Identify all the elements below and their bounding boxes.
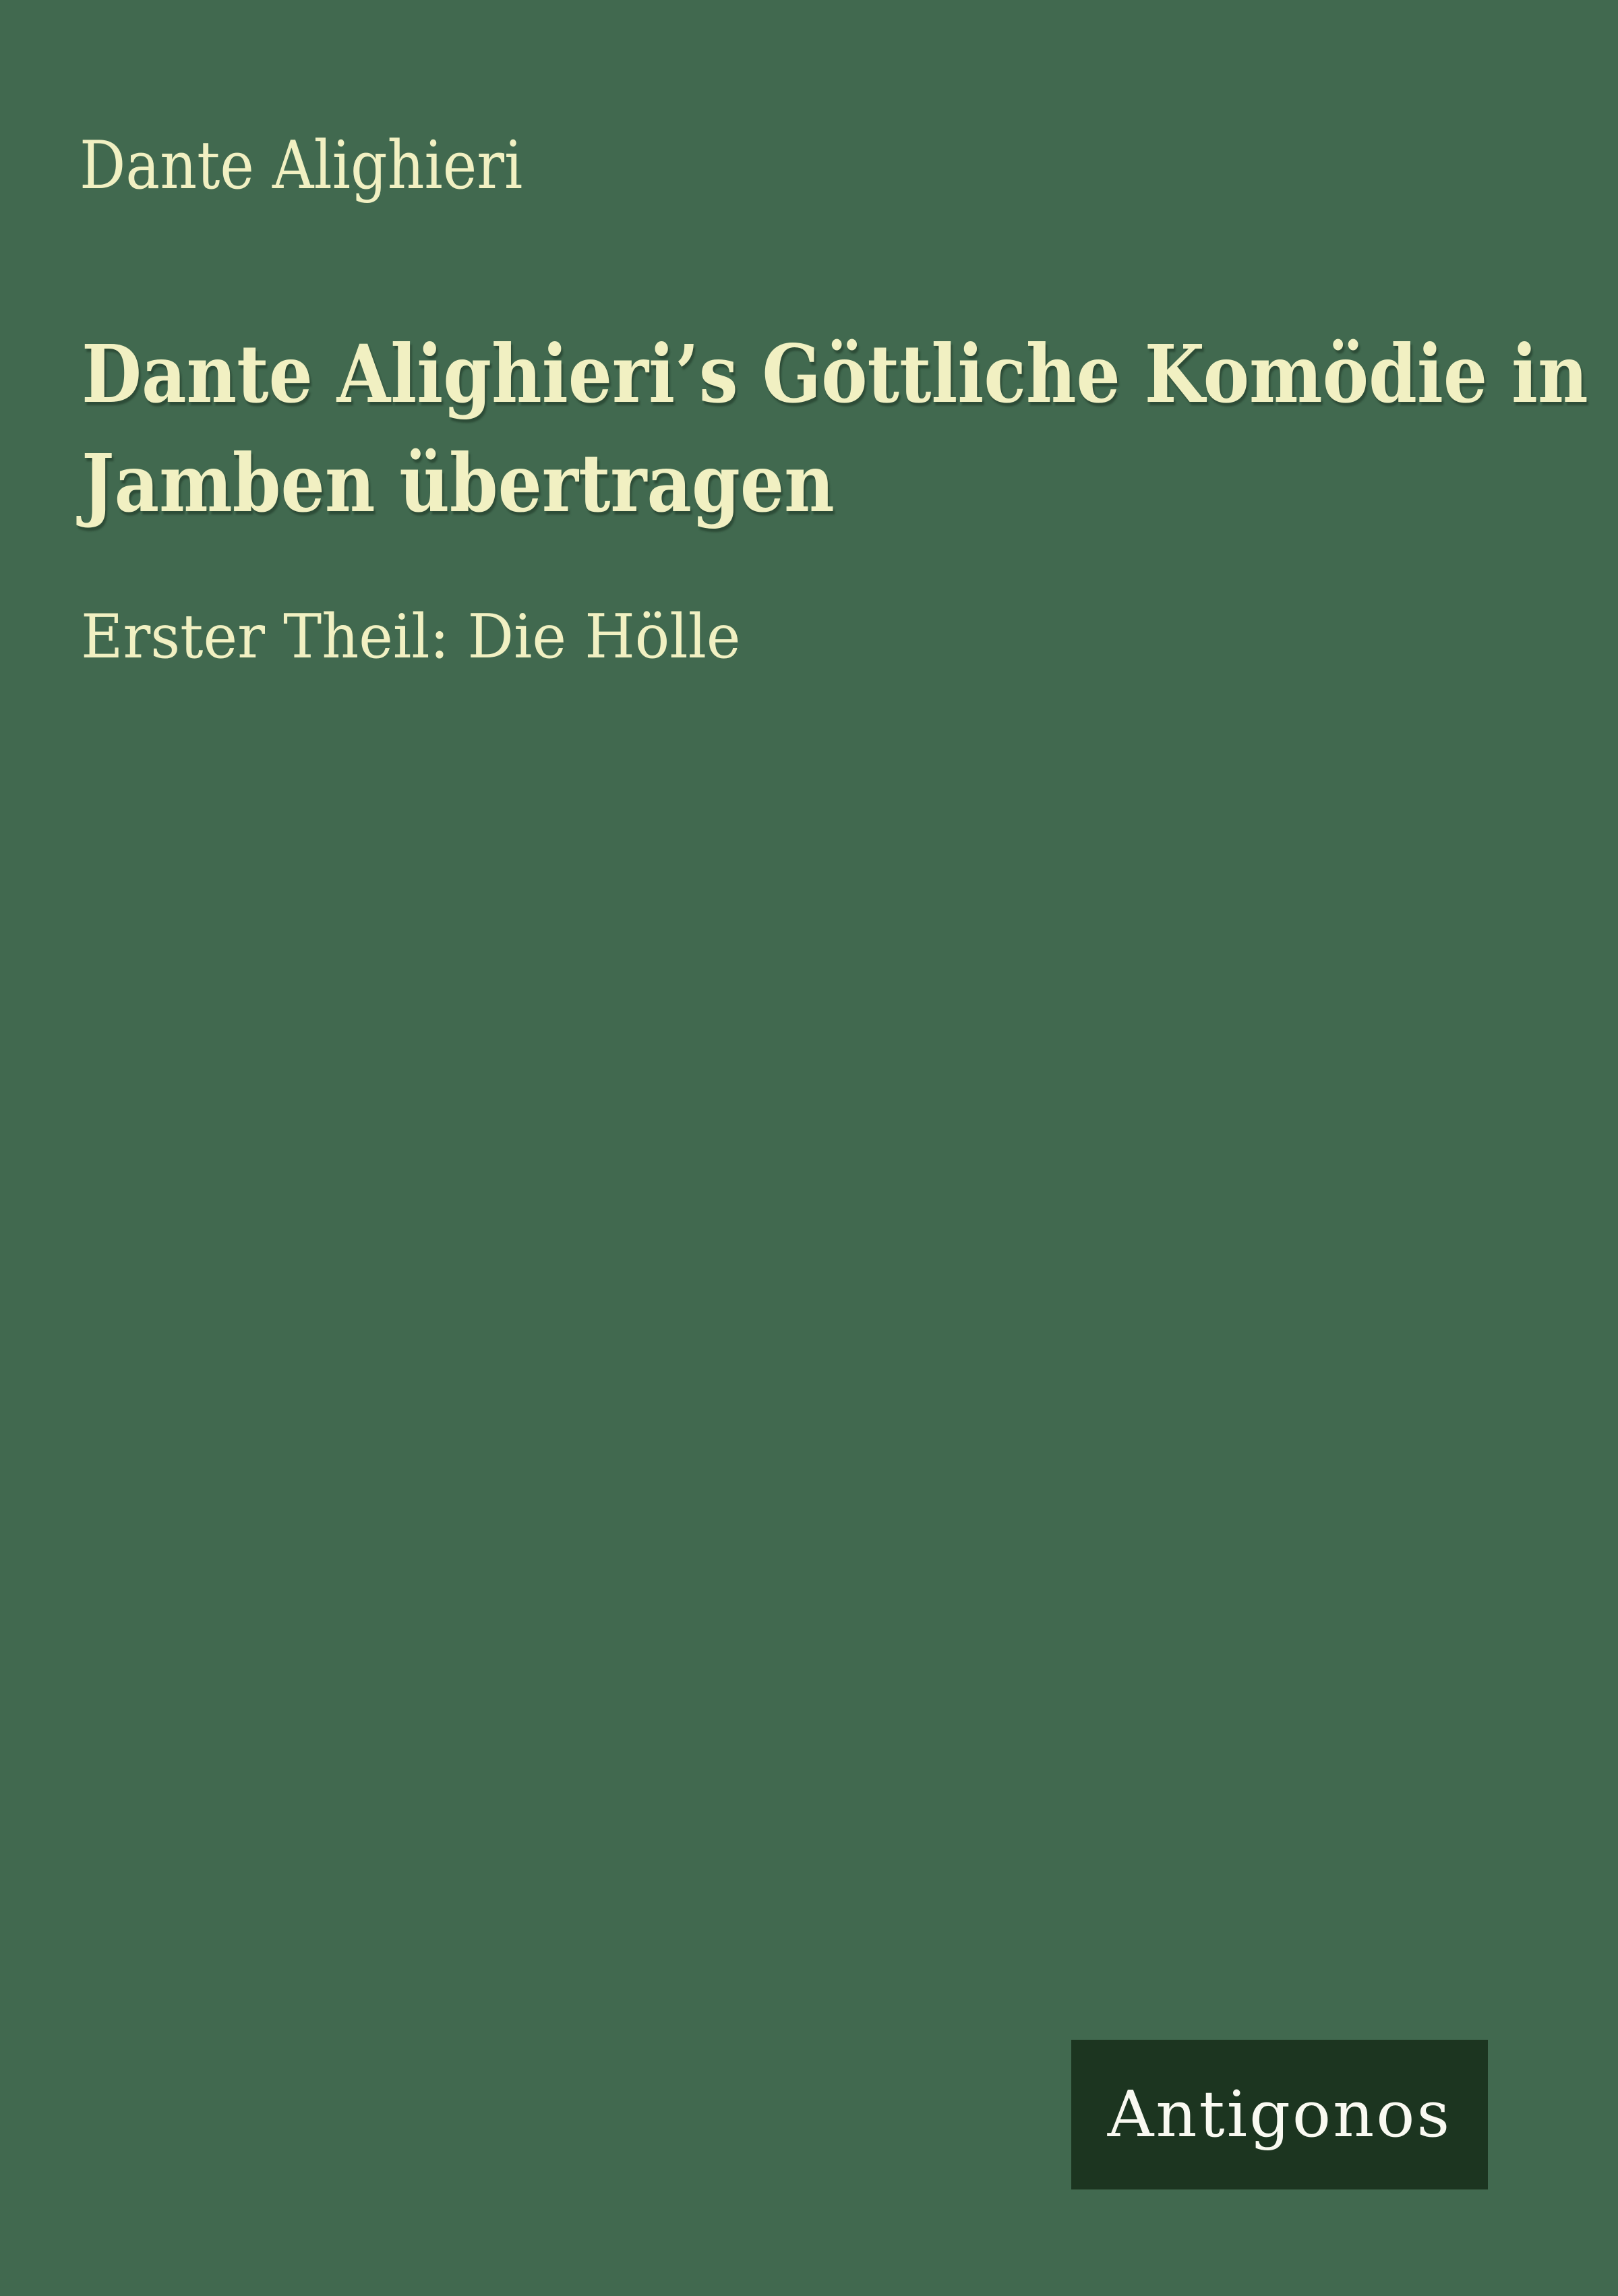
author-name: Dante Alighieri [80,127,523,204]
book-title-line-2: Jamben übertragen [82,436,835,530]
book-subtitle: Erster Theil: Die Hölle [81,601,741,672]
publisher-name: Antigonos [1107,2078,1452,2152]
publisher-logo [1071,2040,1488,2189]
book-title [82,320,1605,538]
book-title-line-1: Dante Alighieri’s Göttliche Komödie in [82,327,1588,421]
